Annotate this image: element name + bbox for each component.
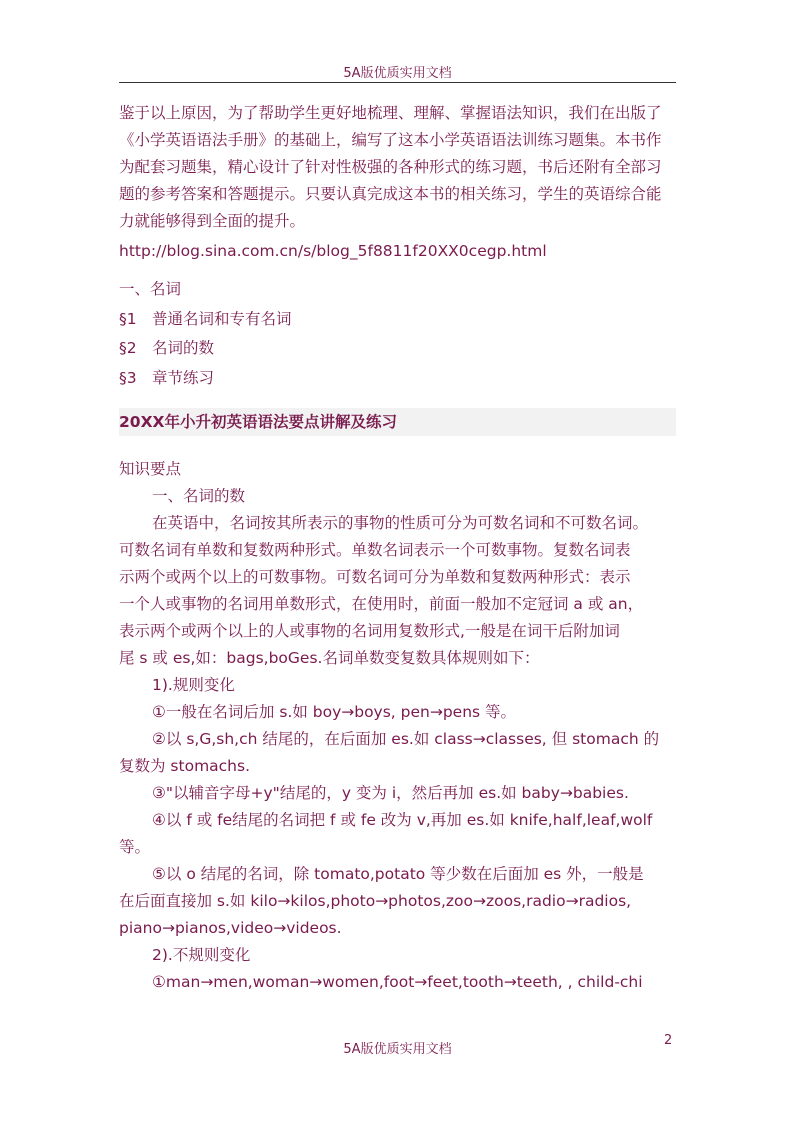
- intro-line: 为配套习题集，精心设计了针对性极强的各种形式的练习题，书后还附有全部习: [119, 158, 662, 176]
- rule-item: ⑤以 o 结尾的名词，除 tomato,potato 等少数在后面加 es 外，一般是: [152, 865, 644, 883]
- toc-item-number: §1: [119, 309, 137, 328]
- page-number: 2: [664, 1033, 673, 1048]
- toc-item-number: §2: [119, 339, 137, 357]
- rule-title: 1).规则变化: [152, 676, 235, 694]
- paragraph-line: 一个人或事物的名词用单数形式，在使用时，前面一般加不定冠词 a 或 an，: [119, 595, 644, 613]
- rule-item: ②以 s,G,sh,ch 结尾的，在后面加 es.如 class→classes, 但 stomach 的: [152, 730, 660, 748]
- paragraph-line: 在英语中，名词按其所表示的事物的性质可分为可数名词和不可数名词。: [152, 514, 649, 532]
- main-content: [119, 456, 679, 996]
- rule-item: ④以 f 或 fe结尾的名词把 f 或 fe 改为 v,再加 es.如 knife,half,leaf,wolf: [152, 811, 653, 829]
- section-heading: 20XX年小升初英语语法要点讲解及练习: [119, 408, 676, 436]
- paragraph-line: 尾 s 或 es,如：bags,boGes.名词单数变复数具体规则如下：: [119, 649, 540, 667]
- toc-list: [119, 275, 679, 393]
- rule-item-continued: 复数为 stomachs.: [119, 757, 251, 775]
- paragraph-line: 可数名词有单数和复数两种形式。单数名词表示一个可数事物。复数名词表: [119, 541, 631, 559]
- toc-item-number: §3: [119, 368, 137, 387]
- toc-item-label: 名词的数: [152, 339, 215, 357]
- rule-item: ①一般在名词后加 s.如 boy→boys, pen→pens 等。: [152, 703, 517, 721]
- rule-item-continued: piano→pianos,video→videos.: [119, 919, 342, 937]
- subsection-title: 一、名词的数: [152, 487, 246, 505]
- intro-line: 题的参考答案和答题提示。只要认真完成这本书的相关练习，学生的英语综合能: [119, 185, 662, 203]
- rule-item-continued: 等。: [119, 838, 151, 856]
- intro-line: 鉴于以上原因，为了帮助学生更好地梳理、理解、掌握语法知识，我们在出版了: [119, 104, 662, 122]
- rule-item: ①man→men,woman→women,foot→feet,tooth→teeth, , child-chi: [152, 973, 643, 991]
- page-header: 5A版优质实用文档: [343, 66, 452, 81]
- header-rule: [119, 82, 676, 83]
- section-title: 知识要点: [119, 460, 182, 478]
- rule-item-continued: 在后面直接加 s.如 kilo→kilos,photo→photos,zoo→zoos,radio→radios,: [119, 892, 632, 910]
- toc-item: [119, 334, 679, 364]
- toc-item: [119, 305, 679, 335]
- toc-item: [119, 364, 679, 394]
- page-footer: 5A版优质实用文档: [343, 1042, 452, 1057]
- toc-item-label: 普通名词和专有名词: [152, 309, 292, 328]
- rule-item: ③"以辅音字母+y"结尾的，y 变为 i，然后再加 es.如 baby→babies.: [152, 784, 629, 802]
- toc-item-label: 章节练习: [152, 368, 215, 387]
- blog-url: http://blog.sina.com.cn/s/blog_5f8811f20XX0cegp.html: [119, 242, 547, 260]
- paragraph-line: 示两个或两个以上的可数事物。可数名词可分为单数和复数两种形式：表示: [119, 568, 631, 586]
- intro-line: 力就能够得到全面的提升。: [119, 212, 306, 230]
- intro-paragraph: [119, 100, 679, 265]
- intro-line: 《小学英语语法手册》的基础上，编写了这本小学英语语法训练习题集。本书作: [119, 131, 662, 149]
- toc-title: 一、名词: [119, 280, 182, 298]
- rule-title: 2).不规则变化: [152, 946, 251, 964]
- paragraph-line: 表示两个或两个以上的人或事物的名词用复数形式,一般是在词干后附加词: [119, 622, 620, 640]
